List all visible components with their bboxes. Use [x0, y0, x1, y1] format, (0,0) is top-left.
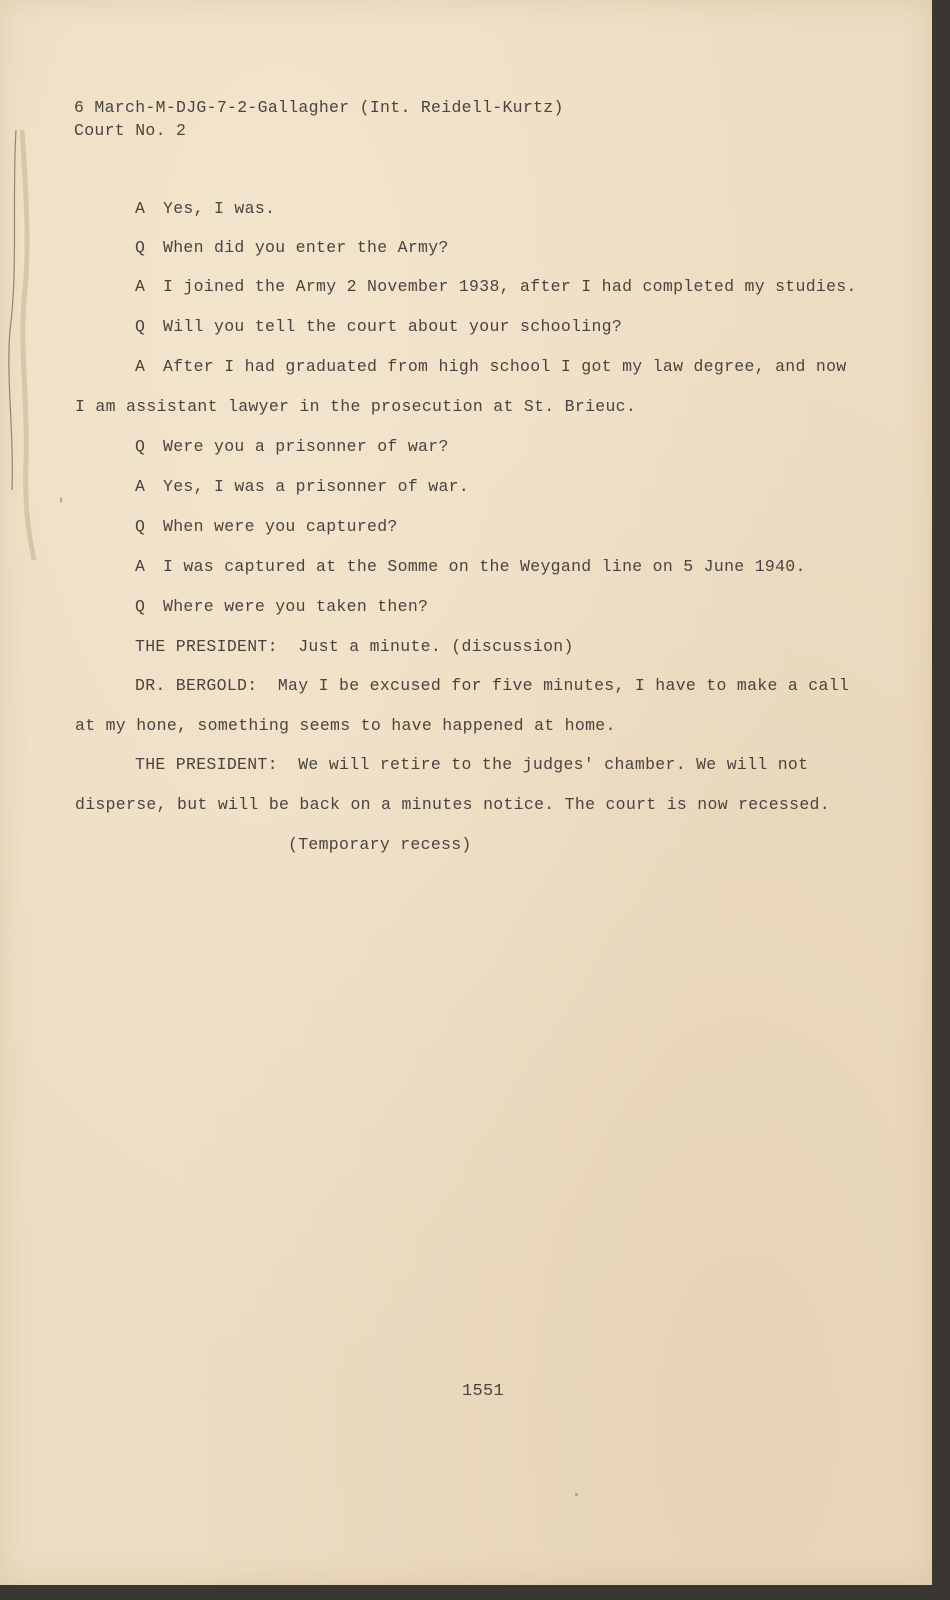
transcript-continuation: disperse, but will be back on a minutes notice. The court is now recessed.	[75, 795, 830, 814]
paper-blemish	[60, 497, 62, 503]
transcript-line	[135, 199, 275, 218]
line-text: After I had graduated from high school I got my law degree, and now	[163, 357, 847, 376]
transcript-line	[135, 437, 449, 456]
paper-blemish	[575, 1493, 578, 1496]
speaker-marker: Q	[135, 437, 146, 456]
transcript-line	[135, 238, 449, 257]
transcript-continuation: I am assistant lawyer in the prosecution at St. Brieuc.	[75, 397, 637, 416]
speaker-marker: A	[135, 277, 146, 296]
line-text: Yes, I was a prisonner of war.	[163, 477, 470, 496]
speaker-marker: A	[135, 199, 146, 218]
header-case-reference: 6 March-M-DJG-7-2-Gallagher (Int. Reidell-Kurtz)	[74, 98, 564, 117]
transcript-line	[135, 755, 808, 774]
transcript-line	[135, 637, 574, 656]
transcript-line	[135, 557, 806, 576]
line-text: Will you tell the court about your schooling?	[163, 317, 623, 336]
speaker-marker: A	[135, 357, 146, 376]
speaker-label: THE PRESIDENT:	[135, 755, 278, 774]
transcript-line	[135, 597, 428, 616]
speaker-marker: Q	[135, 597, 146, 616]
transcript-continuation: at my hone, something seems to have happened at home.	[75, 716, 616, 735]
page-number: 1551	[462, 1382, 505, 1401]
speaker-marker: Q	[135, 238, 146, 257]
line-text: Where were you taken then?	[163, 597, 429, 616]
line-text: Just a minute. (discussion)	[298, 637, 574, 656]
line-text: Were you a prisonner of war?	[163, 437, 449, 456]
line-text: May I be excused for five minutes, I have to make a call	[277, 676, 850, 695]
transcript-line	[135, 517, 398, 536]
speaker-marker: A	[135, 557, 146, 576]
line-text: We will retire to the judges' chamber. We will not	[298, 755, 809, 774]
line-text: Yes, I was.	[163, 199, 276, 218]
speaker-marker: A	[135, 477, 146, 496]
transcript-line	[135, 277, 857, 296]
line-text: When were you captured?	[163, 517, 398, 536]
header-court-number: Court No. 2	[74, 121, 187, 140]
line-text: I was captured at the Somme on the Weygand line on 5 June 1940.	[163, 557, 806, 576]
transcript-line	[135, 317, 622, 336]
speaker-marker: Q	[135, 517, 146, 536]
line-text: When did you enter the Army?	[163, 238, 449, 257]
torn-edge-mark	[0, 130, 40, 560]
recess-note: (Temporary recess)	[288, 835, 472, 854]
transcript-line	[135, 477, 469, 496]
speaker-label: DR. BERGOLD:	[135, 676, 258, 695]
line-text: I joined the Army 2 November 1938, after I had completed my studies.	[163, 277, 857, 296]
transcript-line	[135, 676, 849, 695]
transcript-line	[135, 357, 847, 376]
speaker-label: THE PRESIDENT:	[135, 637, 278, 656]
speaker-marker: Q	[135, 317, 146, 336]
